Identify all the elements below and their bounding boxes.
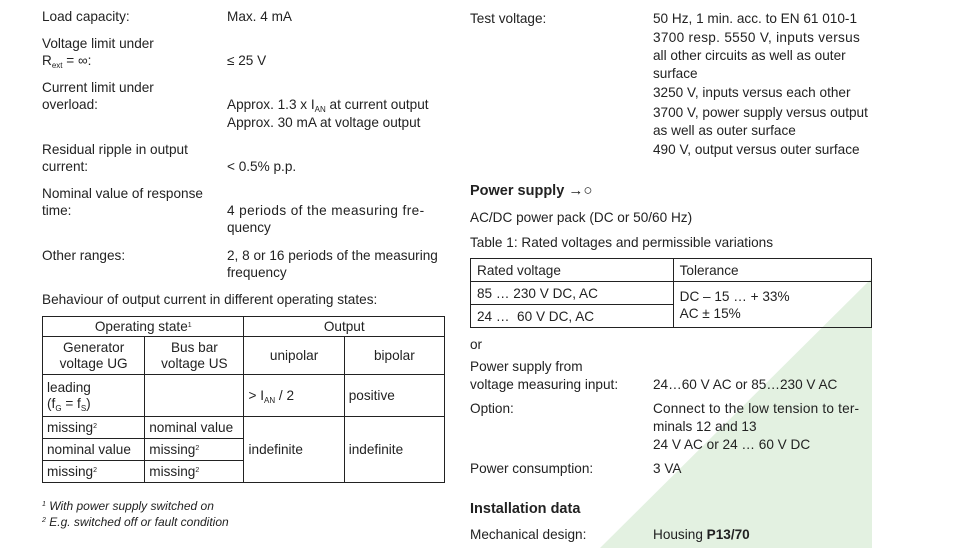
test-voltage-line7: as well as outer surface <box>653 123 796 138</box>
option-line2: minals 12 and 13 <box>653 419 757 434</box>
test-voltage-line4: surface <box>653 66 698 81</box>
test-voltage-label: Test voltage: <box>470 11 547 26</box>
operating-states-table <box>42 316 445 483</box>
ps-from-label-line2: voltage measuring input: <box>470 377 619 392</box>
table-header-row <box>43 317 445 337</box>
residual-ripple-label-line2: current: <box>42 159 89 174</box>
behaviour-title: Behaviour of output current in different operating states: <box>42 292 378 307</box>
footnote-1: $^1$ With power supply switched on <box>42 499 214 513</box>
current-limit-label-line1: Current limit under <box>42 80 154 95</box>
current-limit-label-line2: overload: <box>42 97 98 112</box>
current-limit-value-line2: Approx. 30 mA at voltage output <box>227 115 421 130</box>
response-time-label-line2: time: <box>42 203 72 218</box>
table-row <box>471 282 872 305</box>
test-voltage-line2: 3700 resp. 5550 V, inputs versus <box>653 30 861 45</box>
row1-busbar-cell <box>145 375 244 417</box>
response-time-label-line1: Nominal value of response <box>42 186 203 201</box>
residual-ripple-value: < 0.5% p.p. <box>227 159 297 174</box>
acdc-power-pack: AC/DC power pack (DC or 50/60 Hz) <box>470 210 693 225</box>
row1-bipolar-cell: positive <box>344 375 444 417</box>
generator-voltage-header: Generator voltage UG <box>43 337 145 375</box>
table1-title: Table 1: Rated voltages and permissible variations <box>470 235 774 250</box>
voltage-limit-label-line1: Voltage limit under <box>42 36 154 51</box>
row1-generator-cell: leading $(f_G = f_S)$ <box>43 375 145 417</box>
table-subheader-row <box>43 337 445 375</box>
option-line3: 24 V AC or 24 … 60 V DC <box>653 437 811 452</box>
bipolar-header: bipolar <box>344 337 444 375</box>
or-text: or <box>470 337 483 352</box>
mech-design-value: Housing P13/70 <box>653 527 750 542</box>
ps-from-label-line1: Power supply from <box>470 359 583 374</box>
busbar-voltage-header: Bus bar voltage US <box>145 337 244 375</box>
load-capacity-value: Max. 4 mA <box>227 9 292 24</box>
output-header: Output <box>244 317 445 337</box>
other-ranges-value-line2: frequency <box>227 265 287 280</box>
power-supply-heading: Power supply →○ <box>470 182 593 199</box>
table-header-row <box>471 259 872 282</box>
voltage-limit-value: ≤ 25 V <box>227 53 267 68</box>
row4-generator-cell: missing$^2$ <box>43 461 145 483</box>
indefinite-bipolar-cell: indefinite <box>344 417 444 483</box>
rated-voltage-row1: 85 … 230 V DC, AC <box>471 282 674 305</box>
test-voltage-line8: 490 V, output versus outer surface <box>653 142 860 157</box>
row2-busbar-cell: nominal value <box>145 417 244 439</box>
row3-busbar-cell: missing$^2$ <box>145 439 244 461</box>
test-voltage-line5: 3250 V, inputs versus each other <box>653 85 851 100</box>
rated-voltages-table <box>470 258 872 328</box>
rated-voltage-header: Rated voltage <box>471 259 674 282</box>
test-voltage-line3: all other circuits as well as outer <box>653 48 846 63</box>
ps-from-value: 24…60 V AC or 85…230 V AC <box>653 377 838 392</box>
tolerance-cell: DC – 15 … + 33% AC ± 15% <box>673 282 871 328</box>
other-ranges-value-line1: 2, 8 or 16 periods of the measuring <box>227 248 438 263</box>
test-voltage-line6: 3700 V, power supply versus output <box>653 105 868 120</box>
option-line1: Connect to the low tension to ter- <box>653 401 860 416</box>
indefinite-unipolar-cell: indefinite <box>244 417 344 483</box>
option-label: Option: <box>470 401 514 416</box>
footnote-2: $^2$ E.g. switched off or fault condition <box>42 515 229 529</box>
residual-ripple-label-line1: Residual ripple in output <box>42 142 188 157</box>
response-time-value-line2: quency <box>227 220 271 235</box>
consumption-label: Power consumption: <box>470 461 594 476</box>
table-row <box>43 417 445 439</box>
unipolar-header: unipolar <box>244 337 344 375</box>
current-limit-value-line1: Approx. 1.3 x $I_{AN}$ at current output <box>227 97 429 114</box>
row1-unipolar-cell: > $I_{AN} / 2$ <box>244 375 344 417</box>
test-voltage-line1: 50 Hz, 1 min. acc. to EN 61 010-1 <box>653 11 858 26</box>
other-ranges-label: Other ranges: <box>42 248 126 263</box>
row3-generator-cell: nominal value <box>43 439 145 461</box>
operating-state-header: Operating state$^1$ <box>43 317 244 337</box>
row2-generator-cell: missing$^2$ <box>43 417 145 439</box>
load-capacity-label: Load capacity: <box>42 9 130 24</box>
tolerance-header: Tolerance <box>673 259 871 282</box>
mech-design-label: Mechanical design: <box>470 527 587 542</box>
installation-heading: Installation data <box>470 501 581 517</box>
consumption-value: 3 VA <box>653 461 682 476</box>
power-supply-symbol-icon: →○ <box>568 182 593 199</box>
table-row <box>43 375 445 417</box>
rated-voltage-row2: 24 … 60 V DC, AC <box>471 305 674 328</box>
response-time-value-line1: 4 periods of the measuring fre- <box>227 203 425 218</box>
voltage-limit-label-line2: $R_{ext}$ = ∞: <box>42 53 92 70</box>
row4-busbar-cell: missing$^2$ <box>145 461 244 483</box>
